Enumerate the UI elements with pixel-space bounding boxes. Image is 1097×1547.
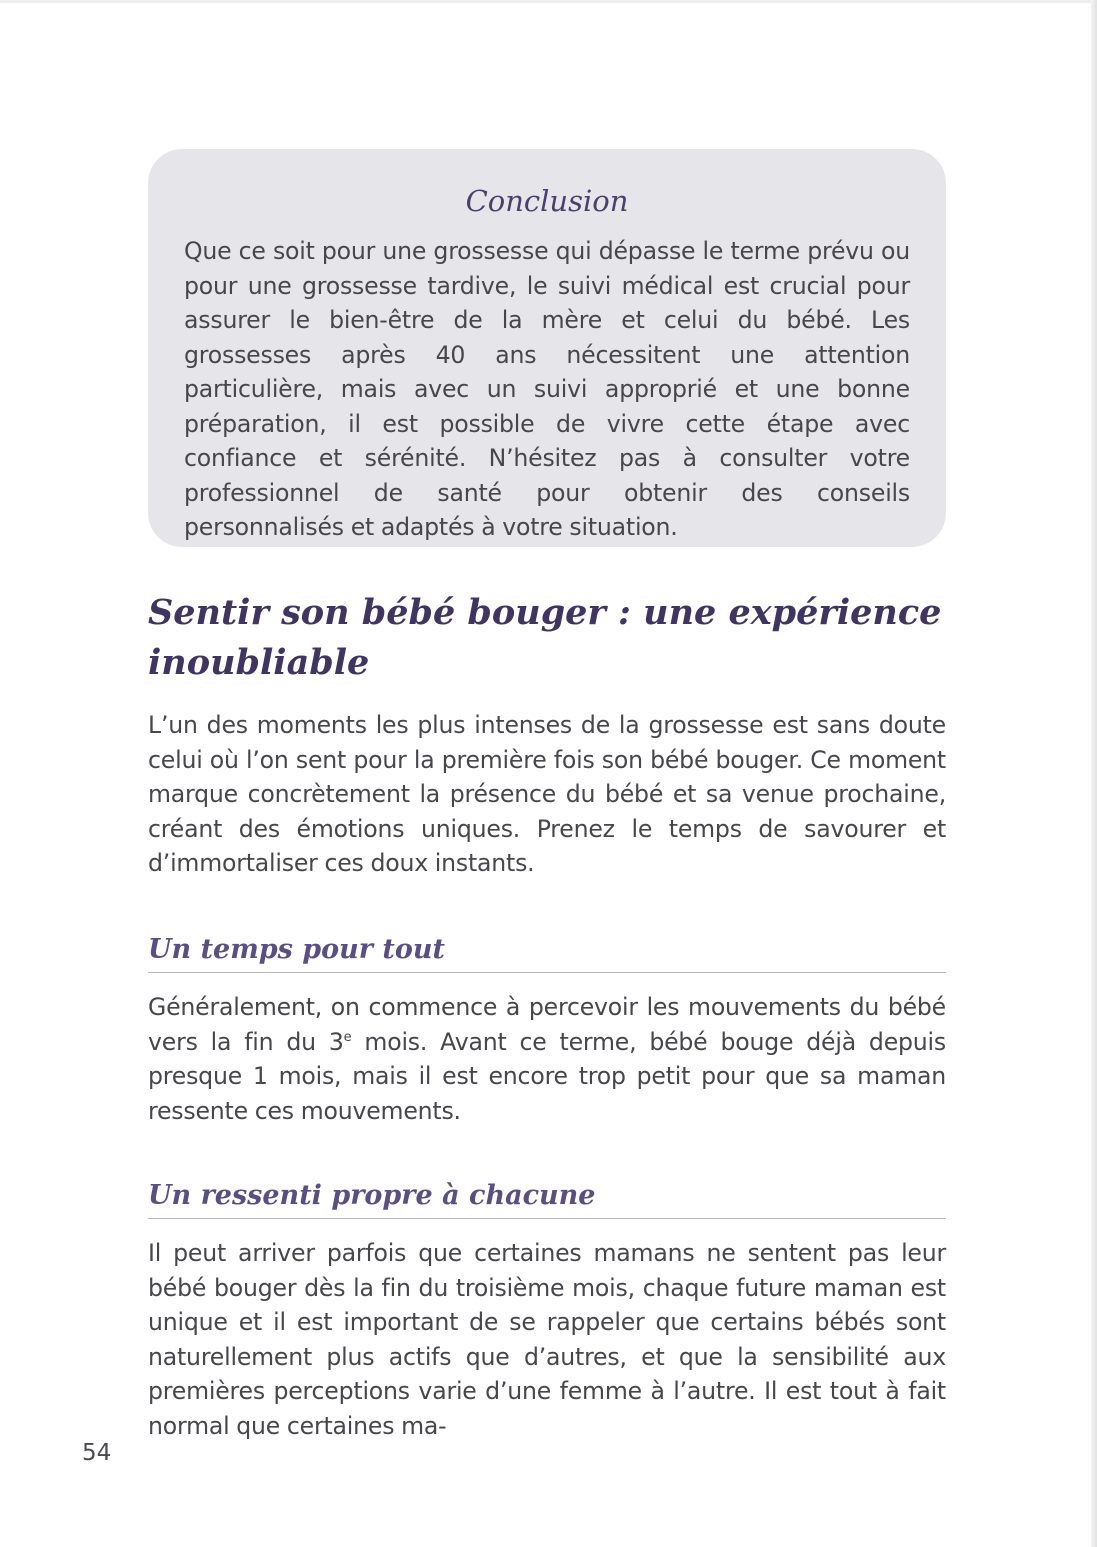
page-top-edge	[0, 0, 1097, 3]
sub1-text-after: mois. Avant ce terme, bébé bouge déjà depuis presque 1 mois, mais il est encore trop petit pour que sa maman ressente ces mouvements.	[148, 1027, 946, 1125]
subheading-un-temps-pour-tout: Un temps pour tout	[148, 930, 946, 973]
section-heading: Sentir son bébé bouger : une expérience inoubliable	[148, 592, 942, 683]
page-right-edge	[1091, 0, 1097, 1547]
sub2-paragraph: Il peut arriver parfois que certaines mamans ne sentent pas leur bébé bouger dès la fin du troisième mois, chaque future maman est unique et il est important de se rappeler que certains bébés sont naturellement plus actifs que d’autres, et que la sensibilité aux premières perceptions varie d’une femme à l’autre. Il est tout à fait normal que certaines ma-	[148, 1239, 946, 1440]
sub1-paragraph	[148, 990, 946, 1128]
section-intro-paragraph: L’un des moments les plus intenses de la grossesse est sans doute celui où l’on sent pour la première fois son bébé bouger. Ce moment marque concrètement la présence du bébé et sa venue prochaine, créant des émotions uniques. Prenez le temps de savourer et d’immortaliser ces doux instants.	[148, 711, 946, 877]
sub1-superscript: e	[343, 1029, 352, 1045]
conclusion-title: Conclusion	[465, 184, 629, 218]
sub1-text-before: Généralement, on commence à percevoir les mouvements du bébé vers la fin du 3	[148, 993, 946, 1056]
conclusion-box	[148, 149, 946, 547]
conclusion-text: Que ce soit pour une grossesse qui dépasse le terme prévu ou pour une grossesse tardive, le suivi médical est crucial pour assurer le bien-être de la mère et celui du bébé. Les grossesses après 40 ans nécessitent une attention particulière, mais avec un suivi approprié et une bonne préparation, il est possible de vivre cette étape avec confiance et sérénité. N’hésitez pas à consulter votre professionnel de santé pour obtenir des conseils personnalisés et adaptés à votre situation.	[184, 237, 910, 541]
page-number: 54	[82, 1440, 112, 1466]
subheading-un-ressenti-propre: Un ressenti propre à chacune	[148, 1176, 946, 1219]
